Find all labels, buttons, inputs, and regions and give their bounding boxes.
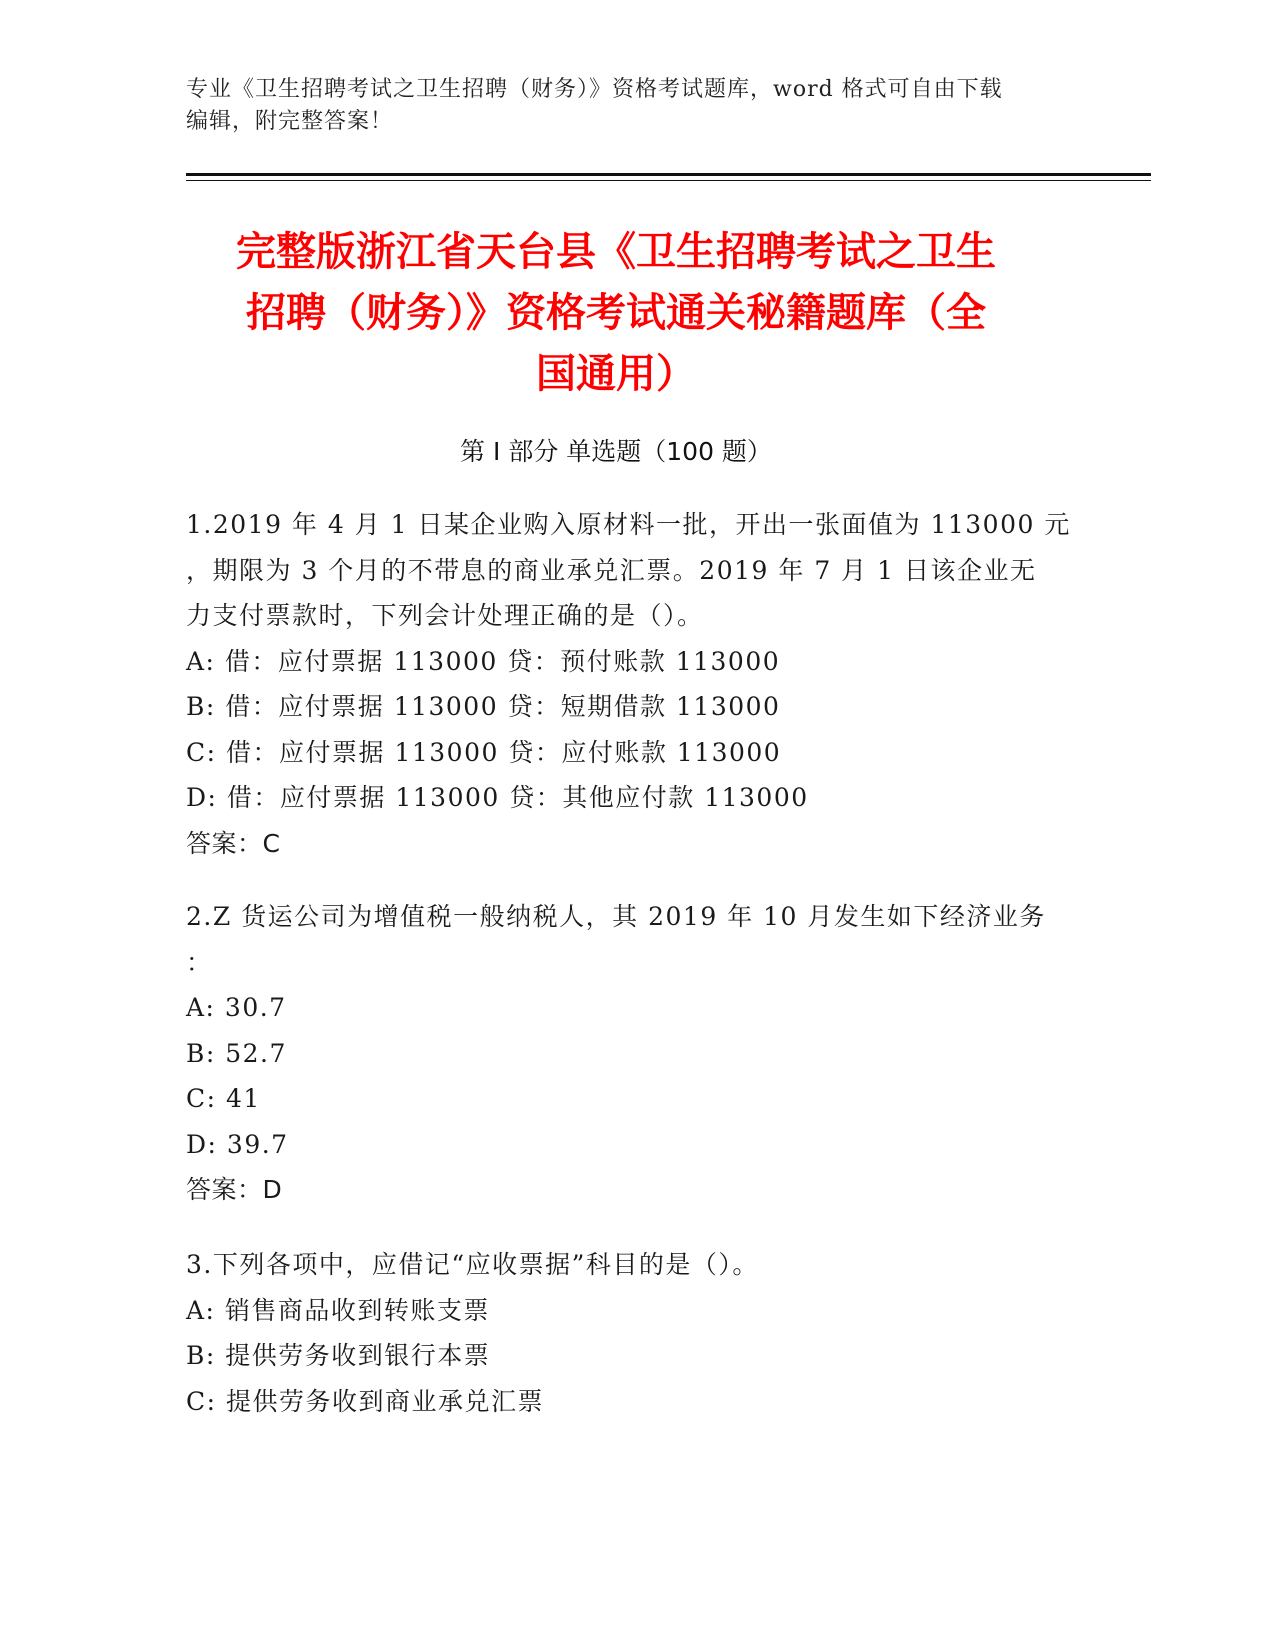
option-c: C: 借：应付票据 113000 贷：应付账款 113000: [186, 737, 782, 767]
option-a: A: 30.7: [186, 993, 287, 1022]
question-2: [186, 894, 1086, 1213]
document-title-line: 国通用）: [536, 351, 696, 397]
option-d: D: 借：应付票据 113000 贷：其他应付款 113000: [186, 783, 809, 812]
answer-line: 答案：D: [186, 1175, 283, 1204]
option-d: D: 39.7: [186, 1129, 289, 1159]
question-stem-line: 力支付票款时，下列会计处理正确的是（）。: [186, 601, 704, 630]
question-stem-line: 3.下列各项中，应借记“应收票据”科目的是（）。: [186, 1250, 759, 1279]
option-a: A: 销售商品收到转账支票: [186, 1295, 490, 1325]
header-note-line: 专业《卫生招聘考试之卫生招聘（财务）》资格考试题库，word 格式可自由下载: [186, 77, 1003, 102]
option-a: A: 借：应付票据 113000 贷：预付账款 113000: [186, 646, 781, 676]
document-title: [186, 222, 1046, 405]
question-stem-line: ：: [186, 947, 213, 977]
question-1: [186, 502, 1086, 866]
header-note: [186, 74, 1086, 138]
question-stem-line: ，期限为 3 个月的不带息的商业承兑汇票。2019 年 7 月 1 日该企业无: [186, 555, 1037, 585]
question-3: [186, 1242, 1086, 1424]
answer-line: 答案：C: [186, 828, 281, 858]
option-c: C: 提供劳务收到商业承兑汇票: [186, 1386, 544, 1416]
question-stem-line: 1.2019 年 4 月 1 日某企业购入原材料一批，开出一张面值为 113000 元: [186, 510, 1071, 539]
document-title-line: 招聘（财务）》资格考试通关秘籍题库（全: [246, 290, 986, 336]
document-title-line: 完整版浙江省天台县《卫生招聘考试之卫生: [236, 229, 996, 275]
section-heading: 第 I 部分 单选题（100 题）: [460, 437, 772, 466]
option-b: B: 52.7: [186, 1038, 287, 1068]
option-c: C: 41: [186, 1084, 261, 1113]
header-divider-thin: [186, 180, 1151, 181]
question-stem-line: 2.Z 货运公司为增值税一般纳税人，其 2019 年 10 月发生如下经济业务: [186, 902, 1046, 931]
header-divider-thick: [186, 173, 1151, 176]
option-b: B: 提供劳务收到银行本票: [186, 1341, 491, 1370]
header-note-line: 编辑，附完整答案！: [186, 109, 394, 134]
option-b: B: 借：应付票据 113000 贷：短期借款 113000: [186, 692, 781, 721]
